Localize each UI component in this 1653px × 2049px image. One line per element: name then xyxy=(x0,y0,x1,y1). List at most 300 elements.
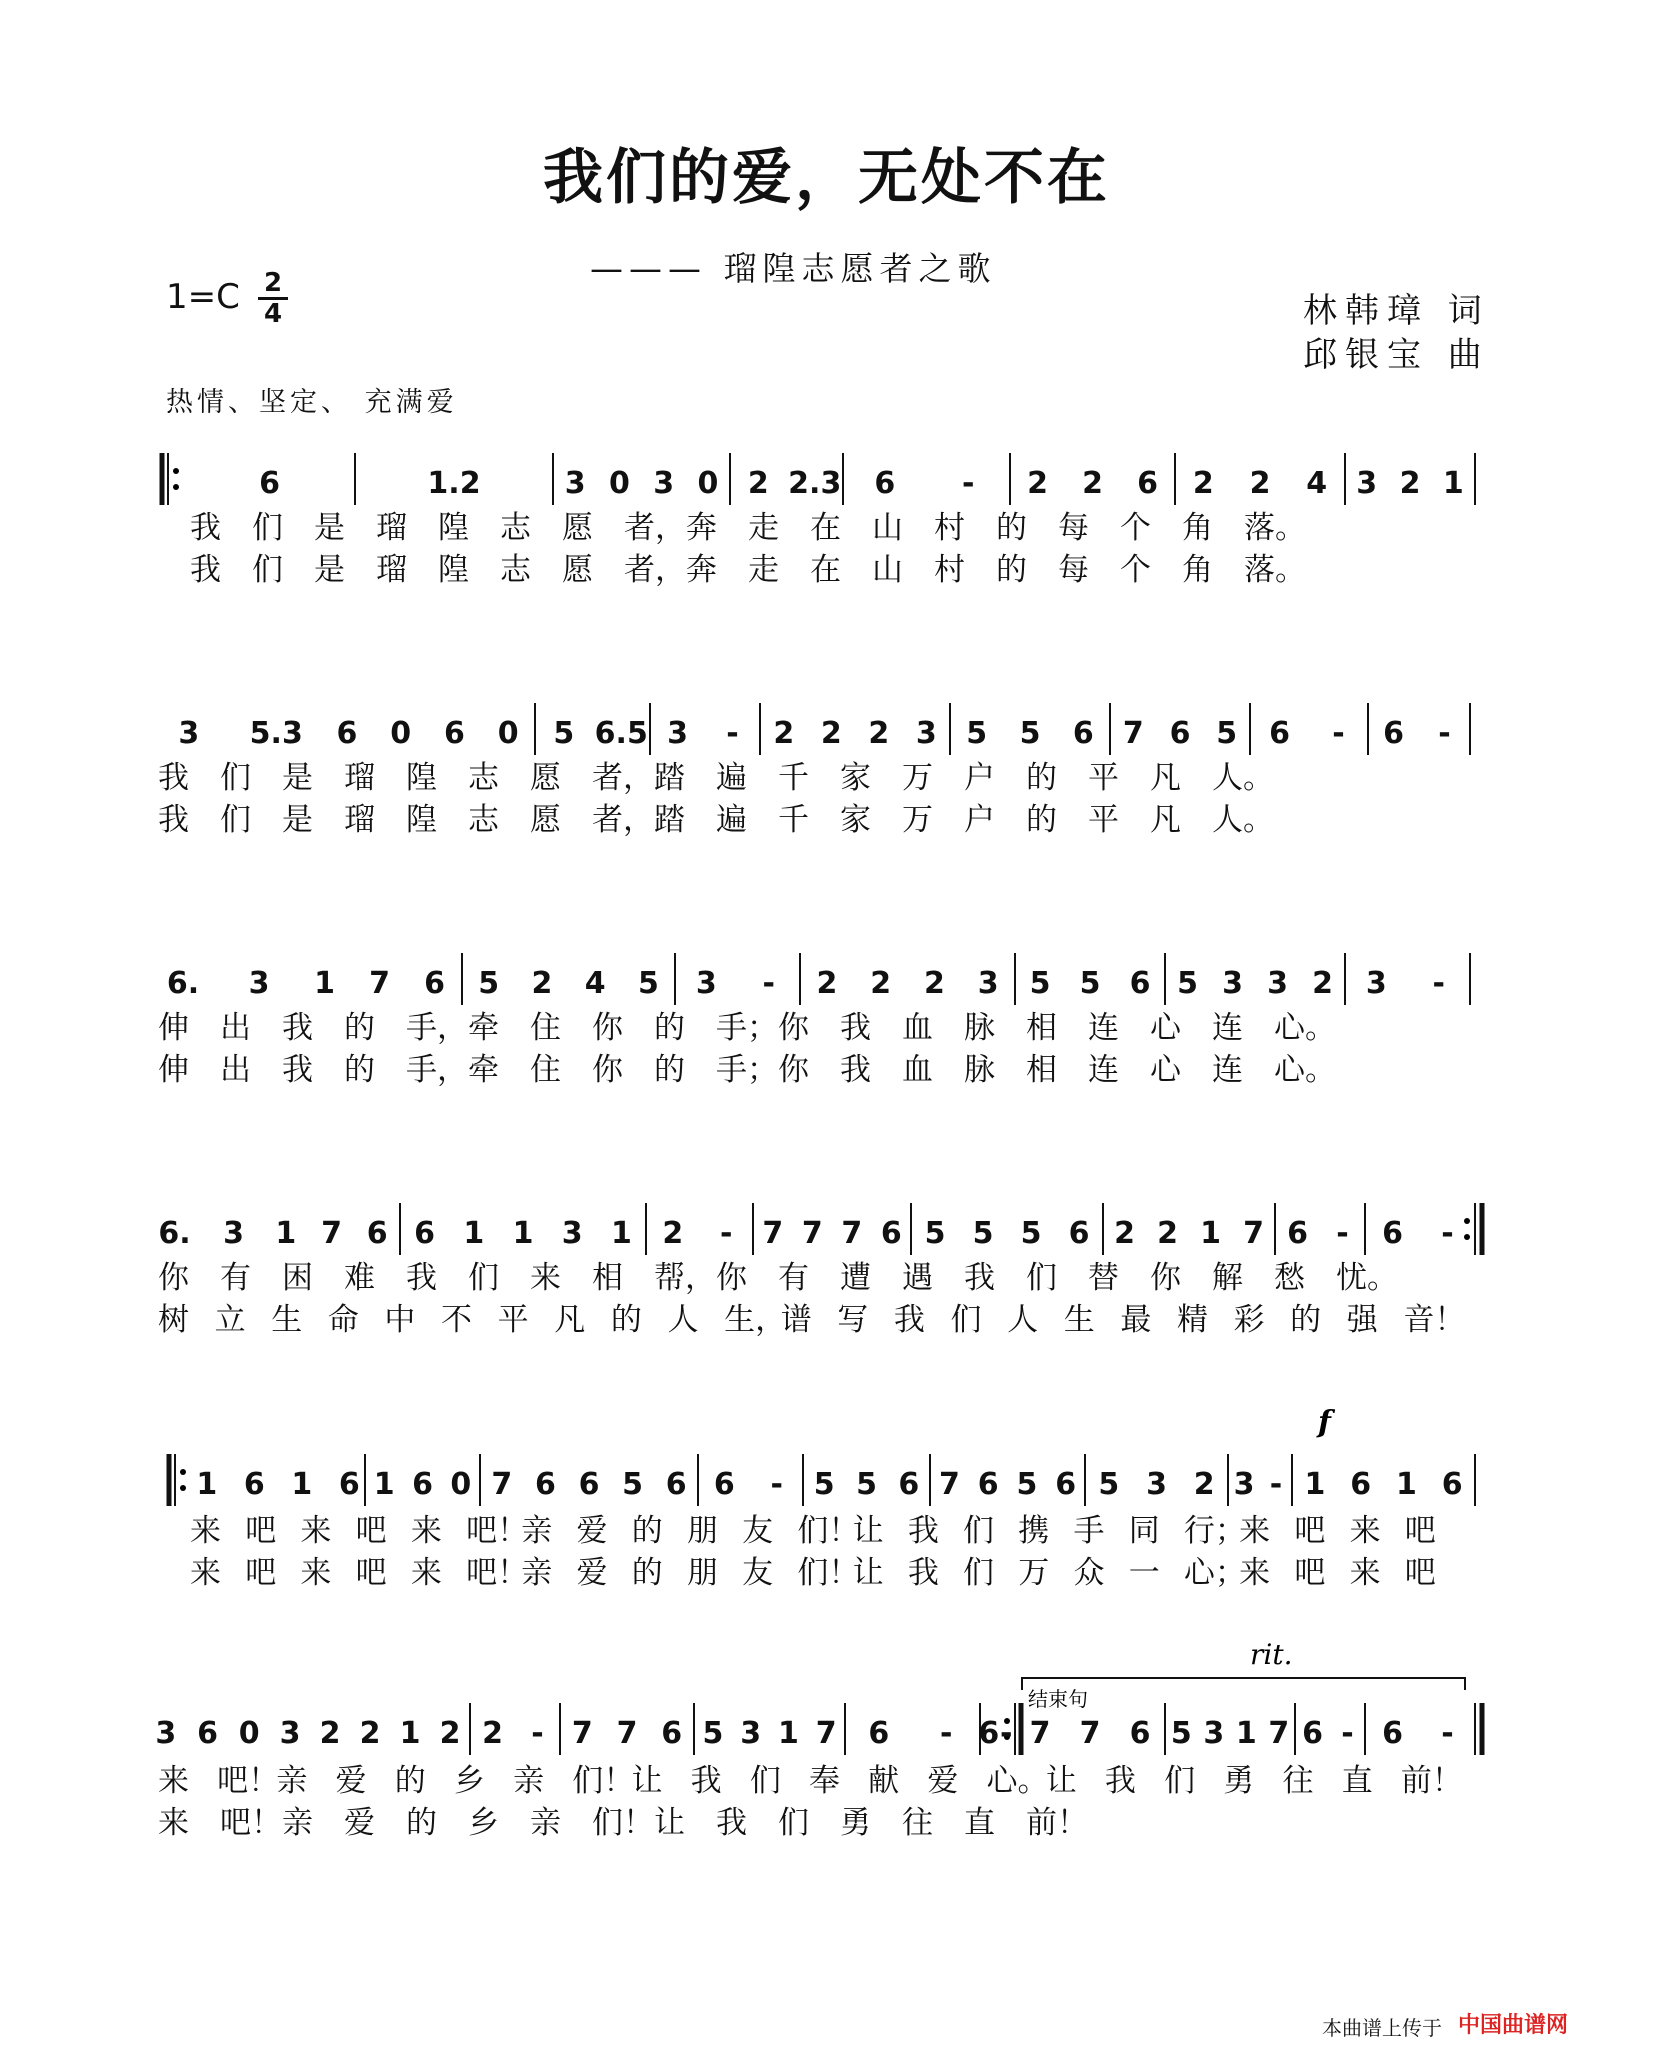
lyric-character: 勇 xyxy=(1223,1763,1255,1799)
jianpu-note: - xyxy=(1438,716,1451,751)
lyric-character: 平 xyxy=(1088,760,1119,796)
lyric-character: 亲 xyxy=(521,1555,553,1591)
lyric-character: 生 xyxy=(271,1302,303,1338)
jianpu-note: - xyxy=(720,1216,733,1251)
jianpu-note: 5 xyxy=(553,716,575,751)
jianpu-note: 5 xyxy=(1016,1467,1038,1502)
lyric-character: 血 xyxy=(902,1010,933,1046)
jianpu-note: 6 xyxy=(868,1716,890,1751)
lyric-character: 们！ xyxy=(572,1763,635,1799)
lyric-character: 的 xyxy=(344,1010,375,1046)
jianpu-note: 1 xyxy=(512,1216,534,1251)
lyric-character: 吧 xyxy=(1294,1555,1326,1591)
jianpu-note: 6 xyxy=(1068,1216,1090,1251)
jianpu-note: 6 xyxy=(424,966,445,1001)
lyric-character: 愿 xyxy=(530,802,561,838)
jianpu-note: 2 xyxy=(1249,466,1271,501)
lyric-character: 的 xyxy=(406,1805,437,1841)
jianpu-note: 2 xyxy=(870,966,892,1001)
jianpu-note: - xyxy=(1341,1716,1354,1751)
lyric-character: 们！ xyxy=(797,1513,860,1549)
lyric-character: 们 xyxy=(1026,1260,1057,1296)
lyric-character: 是 xyxy=(314,510,345,546)
lyric-character: 千 xyxy=(778,760,809,796)
lyric-character: 遍 xyxy=(716,760,747,796)
jianpu-note: 2 xyxy=(923,966,945,1001)
jianpu-note: 3 xyxy=(564,466,586,501)
jianpu-note: 1 xyxy=(463,1216,485,1251)
jianpu-note: 6 xyxy=(259,466,280,501)
jianpu-note: 5 xyxy=(1098,1467,1120,1502)
jianpu-note: - xyxy=(1336,1216,1349,1251)
lyric-character: 同 xyxy=(1128,1513,1160,1549)
lyric-character: 瑠 xyxy=(376,552,407,588)
lyric-character: 手， xyxy=(406,1010,468,1046)
ending-label: 结束句 xyxy=(1028,1687,1088,1711)
lyric-character: 让 xyxy=(852,1513,884,1549)
lyric-character: 勇 xyxy=(840,1805,871,1841)
lyric-character: 的 xyxy=(394,1763,426,1799)
jianpu-note: 1 xyxy=(1442,466,1464,501)
lyric-character: 命 xyxy=(327,1302,359,1338)
lyric-character: 吧 xyxy=(355,1555,387,1591)
lyric-character: 来 xyxy=(158,1763,189,1799)
lyric-character: 愿 xyxy=(562,510,593,546)
jianpu-note: 6 xyxy=(1287,1216,1308,1251)
lyric-character: 们 xyxy=(252,510,283,546)
lyric-character: 手， xyxy=(406,1052,468,1088)
lyric-character: 山 xyxy=(872,552,903,588)
lyric-character: 替 xyxy=(1088,1260,1119,1296)
lyric-character: 遭 xyxy=(840,1260,871,1296)
jianpu-note: 1 xyxy=(777,1716,799,1751)
lyric-character: 伸 xyxy=(158,1010,189,1046)
lyric-character: 中 xyxy=(384,1302,416,1338)
lyric-character: 来 xyxy=(1239,1513,1271,1549)
lyric-character: 你 xyxy=(592,1010,623,1046)
lyric-character: 凡 xyxy=(1150,802,1181,838)
jianpu-note: 2 xyxy=(359,1716,381,1751)
lyric-character: 者， xyxy=(624,552,686,588)
lyric-character: 们 xyxy=(220,760,251,796)
jianpu-note: 7 xyxy=(1243,1216,1264,1251)
jianpu-note: 3 xyxy=(1233,1467,1255,1502)
jianpu-note: 3 xyxy=(223,1216,244,1251)
jianpu-note: 5.3 xyxy=(249,716,303,751)
jianpu-note: 7 xyxy=(1029,1716,1051,1751)
jianpu-note: 6 xyxy=(874,466,896,501)
lyric-character: 直 xyxy=(964,1805,995,1841)
jianpu-note: 6 xyxy=(1382,1216,1403,1251)
jianpu-note: 6 xyxy=(661,1716,683,1751)
lyric-character: 的 xyxy=(1026,760,1057,796)
lyric-character: 愿 xyxy=(562,552,593,588)
jianpu-note: 7 xyxy=(491,1467,513,1502)
jianpu-note: 2 xyxy=(319,1716,341,1751)
lyric-character: 行； xyxy=(1183,1513,1246,1549)
lyric-character: 村 xyxy=(934,552,965,588)
jianpu-note: 1 xyxy=(314,966,335,1001)
jianpu-note: 3 xyxy=(1203,1716,1225,1751)
jianpu-note: 5 xyxy=(1079,966,1101,1001)
lyric-character: 落。 xyxy=(1244,552,1306,588)
jianpu-note: 2 xyxy=(773,716,795,751)
lyric-character: 人 xyxy=(1007,1302,1039,1338)
lyric-character: 踏 xyxy=(654,802,685,838)
lyric-character: 千 xyxy=(778,802,809,838)
lyric-character: 的 xyxy=(344,1052,375,1088)
jianpu-note: 0 xyxy=(450,1467,472,1502)
lyric-character: 你 xyxy=(778,1052,809,1088)
lyric-character: 踏 xyxy=(654,760,685,796)
jianpu-note: - xyxy=(762,966,775,1001)
jianpu-note: 2 xyxy=(1312,966,1333,1001)
lyric-character: 献 xyxy=(868,1763,900,1799)
jianpu-note: 7 xyxy=(571,1716,593,1751)
lyricist-credit: 林韩璋 词 xyxy=(1303,291,1490,331)
lyric-character: 我 xyxy=(158,760,189,796)
jianpu-note: 2 xyxy=(1114,1216,1135,1251)
lyric-character: 我 xyxy=(158,802,189,838)
lyric-character: 奉 xyxy=(809,1763,840,1799)
lyric-character: 来 xyxy=(1349,1513,1381,1549)
dynamic-marking: f xyxy=(1318,1405,1331,1440)
jianpu-note: 3 xyxy=(1365,966,1387,1001)
lyric-character: 的 xyxy=(610,1302,642,1338)
lyric-character: 走 xyxy=(748,510,779,546)
lyric-character: 志 xyxy=(468,802,499,838)
jianpu-note: 3 xyxy=(653,466,675,501)
jianpu-note: 6 xyxy=(1350,1467,1372,1502)
lyric-character: 往 xyxy=(902,1805,933,1841)
lyric-character: 们 xyxy=(252,552,283,588)
jianpu-note: 0 xyxy=(238,1716,260,1751)
lyric-character: 心 xyxy=(1150,1010,1181,1046)
lyric-character: 来 xyxy=(530,1260,561,1296)
lyric-character: 连 xyxy=(1212,1052,1243,1088)
lyric-character: 我 xyxy=(840,1052,871,1088)
lyric-character: 吧 xyxy=(355,1513,387,1549)
lyric-character: 你 xyxy=(778,1010,809,1046)
lyric-character: 我 xyxy=(716,1805,747,1841)
jianpu-note: 6 xyxy=(412,1467,433,1502)
jianpu-note: 6 xyxy=(1269,716,1290,751)
lyric-character: 来 xyxy=(1349,1555,1381,1591)
lyric-character: 爱 xyxy=(344,1805,375,1841)
site-name: 中国曲谱网 xyxy=(1458,2013,1569,2038)
time-signature-denominator: 4 xyxy=(263,299,283,329)
lyric-character: 的 xyxy=(996,510,1027,546)
lyric-character: 伸 xyxy=(158,1052,189,1088)
lyric-character: 我 xyxy=(964,1260,995,1296)
jianpu-note: 7 xyxy=(1268,1716,1290,1751)
jianpu-note: 6 xyxy=(1137,466,1158,501)
jianpu-note: 2 xyxy=(1193,1467,1215,1502)
lyric-character: 瑠 xyxy=(376,510,407,546)
jianpu-note: 6 xyxy=(1169,716,1191,751)
jianpu-note: 3 xyxy=(667,716,688,751)
jianpu-note: 3 xyxy=(915,716,937,751)
jianpu-note: 7 xyxy=(1122,716,1144,751)
jianpu-note: 5 xyxy=(1019,716,1041,751)
jianpu-note: 5 xyxy=(1216,716,1238,751)
lyric-character: 乡 xyxy=(468,1805,499,1841)
lyric-character: 相 xyxy=(1026,1010,1057,1046)
lyric-character: 志 xyxy=(468,760,499,796)
lyric-character: 我 xyxy=(282,1052,313,1088)
rit-marking: rit. xyxy=(1250,1638,1293,1671)
jianpu-note: 2 xyxy=(747,466,769,501)
jianpu-note: 6.5 xyxy=(594,716,648,751)
lyric-character: 们 xyxy=(778,1805,809,1841)
lyric-character: 彩 xyxy=(1233,1302,1265,1338)
lyric-character: 们！ xyxy=(592,1805,654,1841)
jianpu-note: 5 xyxy=(966,716,988,751)
jianpu-note: 2 xyxy=(1082,466,1103,501)
lyric-character: 手 xyxy=(1073,1513,1105,1549)
lyric-character: 人。 xyxy=(1212,760,1274,796)
jianpu-note: 2 xyxy=(1157,1216,1178,1251)
lyric-character: 来 xyxy=(190,1513,221,1549)
lyric-character: 角 xyxy=(1182,510,1213,546)
lyric-character: 平 xyxy=(497,1302,529,1338)
jianpu-note: 5 xyxy=(1177,966,1198,1001)
jianpu-note: 6 xyxy=(898,1467,920,1502)
jianpu-note: 6 xyxy=(1129,1716,1151,1751)
lyric-character: 亲 xyxy=(276,1763,308,1799)
jianpu-note: - xyxy=(1441,1716,1454,1751)
lyric-character: 连 xyxy=(1088,1052,1119,1088)
lyric-character: 吧 xyxy=(1294,1513,1326,1549)
jianpu-note: 6 xyxy=(338,1467,360,1502)
jianpu-note: 3 xyxy=(740,1716,762,1751)
jianpu-note: - xyxy=(962,466,975,501)
jianpu-note: 2 xyxy=(662,1216,684,1251)
site-logo xyxy=(1458,2008,1568,2039)
jianpu-note: 5 xyxy=(1020,1216,1042,1251)
lyric-character: 是 xyxy=(282,802,313,838)
lyric-character: 在 xyxy=(810,510,841,546)
lyric-character: 角 xyxy=(1182,552,1213,588)
lyric-character: 心。 xyxy=(1274,1010,1336,1046)
lyric-character: 愿 xyxy=(530,760,561,796)
jianpu-note: 6 xyxy=(713,1467,735,1502)
lyric-character: 众 xyxy=(1073,1555,1105,1591)
lyric-character: 们 xyxy=(220,802,251,838)
lyric-character: 来 xyxy=(300,1513,332,1549)
lyric-character: 个 xyxy=(1120,510,1151,546)
jianpu-note: 1 xyxy=(291,1467,313,1502)
lyric-character: 脉 xyxy=(964,1010,995,1046)
lyric-character: 心。 xyxy=(1274,1052,1336,1088)
lyric-character: 连 xyxy=(1212,1010,1243,1046)
jianpu-note: - xyxy=(726,716,739,751)
lyric-character: 解 xyxy=(1212,1260,1243,1296)
lyric-character: 是 xyxy=(282,760,313,796)
jianpu-note: 7 xyxy=(815,1716,837,1751)
lyric-character: 遇 xyxy=(902,1260,933,1296)
jianpu-note: - xyxy=(1269,1467,1283,1502)
lyric-character: 每 xyxy=(1058,510,1089,546)
jianpu-note: 7 xyxy=(801,1216,823,1251)
jianpu-note: 7 xyxy=(1079,1716,1101,1751)
song-subtitle: ——— 瑠隍志愿者之歌 xyxy=(590,249,997,288)
lyric-character: 友 xyxy=(742,1555,774,1591)
lyric-character: 你 xyxy=(592,1052,623,1088)
time-signature-numerator: 2 xyxy=(263,268,283,298)
jianpu-note: 1 xyxy=(275,1216,297,1251)
jianpu-note: 7 xyxy=(616,1716,638,1751)
lyric-character: 户 xyxy=(964,760,995,796)
lyric-character: 的 xyxy=(996,552,1027,588)
jianpu-note: 6 xyxy=(534,1467,556,1502)
jianpu-note: 5 xyxy=(702,1716,724,1751)
lyric-character: 户 xyxy=(964,802,995,838)
song-title: 我们的爱，无处不在 xyxy=(543,143,1110,213)
jianpu-note: 4 xyxy=(584,966,606,1001)
jianpu-note: 6 xyxy=(336,716,358,751)
lyric-character: 携 xyxy=(1018,1513,1050,1549)
lyric-character: 在 xyxy=(810,552,841,588)
lyric-character: 遍 xyxy=(716,802,747,838)
jianpu-note: 2 xyxy=(439,1716,461,1751)
lyric-character: 有 xyxy=(778,1260,809,1296)
lyric-character: 我 xyxy=(190,510,221,546)
jianpu-note: 2 xyxy=(1192,466,1214,501)
lyric-character: 每 xyxy=(1058,552,1089,588)
lyric-character: 万 xyxy=(902,802,933,838)
lyric-character: 亲 xyxy=(530,1805,561,1841)
lyric-character: 心。 xyxy=(986,1763,1049,1799)
lyric-character: 人。 xyxy=(1212,802,1274,838)
lyric-character: 吧 xyxy=(1404,1513,1436,1549)
lyric-character: 难 xyxy=(344,1260,375,1296)
jianpu-note: 7 xyxy=(841,1216,863,1251)
jianpu-note: 5 xyxy=(478,966,500,1001)
jianpu-note: 3 xyxy=(248,966,270,1001)
jianpu-note: 6 xyxy=(977,1467,999,1502)
lyric-character: 志 xyxy=(500,510,531,546)
jianpu-note: 2.3 xyxy=(788,466,842,501)
lyric-character: 者， xyxy=(592,802,654,838)
lyric-character: 前！ xyxy=(1400,1763,1463,1799)
lyric-character: 我 xyxy=(282,1010,313,1046)
lyric-character: 脉 xyxy=(964,1052,995,1088)
jianpu-note: 6 xyxy=(1382,1716,1403,1751)
jianpu-note: 6 xyxy=(1383,716,1404,751)
upload-credit: 本曲谱上传于 xyxy=(1322,2016,1442,2040)
lyric-character: 出 xyxy=(220,1052,251,1088)
jianpu-note: 7 xyxy=(762,1216,784,1251)
jianpu-note: 1 xyxy=(1200,1216,1221,1251)
lyric-character: 家 xyxy=(840,802,871,838)
lyric-character: 来 xyxy=(1239,1555,1271,1591)
repeat-dot xyxy=(180,1469,186,1475)
jianpu-note: 0 xyxy=(697,466,719,501)
lyric-character: 的 xyxy=(631,1513,663,1549)
jianpu-note: 1 xyxy=(610,1216,632,1251)
lyric-character: 隍 xyxy=(438,510,469,546)
lyric-character: 相 xyxy=(592,1260,623,1296)
jianpu-note: 5 xyxy=(622,1467,644,1502)
repeat-dot xyxy=(173,484,179,490)
lyric-character: 乡 xyxy=(453,1763,485,1799)
lyric-character: 隍 xyxy=(438,552,469,588)
lyric-character: 志 xyxy=(500,552,531,588)
lyric-character: 让 xyxy=(1045,1763,1077,1799)
jianpu-note: 2 xyxy=(482,1716,503,1751)
lyric-character: 爱 xyxy=(576,1513,608,1549)
lyric-character: 音！ xyxy=(1403,1302,1466,1338)
lyric-character: 我 xyxy=(1104,1763,1136,1799)
jianpu-note: - xyxy=(770,1467,783,1502)
lyric-character: 困 xyxy=(282,1260,313,1296)
jianpu-note: 3 xyxy=(178,716,200,751)
lyric-character: 住 xyxy=(530,1052,561,1088)
lyric-character: 牵 xyxy=(468,1010,499,1046)
jianpu-note: 6 xyxy=(1302,1716,1323,1751)
lyric-character: 心 xyxy=(1150,1052,1181,1088)
lyric-character: 落。 xyxy=(1244,510,1306,546)
jianpu-note: 2 xyxy=(816,966,838,1001)
lyric-character: 我 xyxy=(907,1555,939,1591)
lyric-character: 树 xyxy=(158,1302,189,1338)
lyric-character: 吧 xyxy=(1404,1555,1436,1591)
lyric-character: 你 xyxy=(1150,1260,1181,1296)
lyric-character: 不 xyxy=(441,1302,473,1338)
lyric-character: 者， xyxy=(592,760,654,796)
jianpu-note: 3 xyxy=(155,1716,177,1751)
jianpu-note: 6 xyxy=(880,1216,902,1251)
jianpu-note: 3 xyxy=(977,966,999,1001)
jianpu-note: - xyxy=(940,1716,953,1751)
lyric-character: 爱 xyxy=(335,1763,367,1799)
jianpu-note: 6 xyxy=(665,1467,687,1502)
lyric-character: 手； xyxy=(716,1052,778,1088)
lyric-character: 隍 xyxy=(406,760,437,796)
jianpu-note: 6 xyxy=(1072,716,1094,751)
jianpu-note: 5 xyxy=(924,1216,946,1251)
lyric-character: 爱 xyxy=(576,1555,608,1591)
lyric-character: 吧 xyxy=(245,1555,277,1591)
lyric-character: 吧！ xyxy=(466,1513,529,1549)
lyric-character: 吧！ xyxy=(466,1555,529,1591)
lyric-character: 爱 xyxy=(927,1763,959,1799)
lyric-character: 奔 xyxy=(686,510,717,546)
jianpu-note: 3 xyxy=(1356,466,1378,501)
lyric-character: 凡 xyxy=(1150,760,1181,796)
jianpu-note: 0 xyxy=(390,716,412,751)
lyric-character: 万 xyxy=(902,760,933,796)
lyric-character: 的 xyxy=(631,1555,663,1591)
lyric-character: 隍 xyxy=(406,802,437,838)
jianpu-note: 3 xyxy=(1267,966,1288,1001)
jianpu-note: 2 xyxy=(1027,466,1048,501)
lyric-character: 帮， xyxy=(654,1260,716,1296)
lyric-character: 你 xyxy=(716,1260,747,1296)
repeat-dot xyxy=(180,1485,186,1491)
lyric-character: 平 xyxy=(1088,802,1119,838)
jianpu-note: 6 xyxy=(1441,1467,1463,1502)
lyric-character: 们 xyxy=(950,1302,982,1338)
lyric-character: 生 xyxy=(1063,1302,1095,1338)
lyric-character: 我 xyxy=(907,1513,939,1549)
jianpu-note: 0 xyxy=(497,716,519,751)
lyric-character: 吧！ xyxy=(217,1763,280,1799)
lyric-character: 个 xyxy=(1120,552,1151,588)
lyric-character: 朋 xyxy=(686,1555,718,1591)
lyric-character: 亲 xyxy=(521,1513,553,1549)
